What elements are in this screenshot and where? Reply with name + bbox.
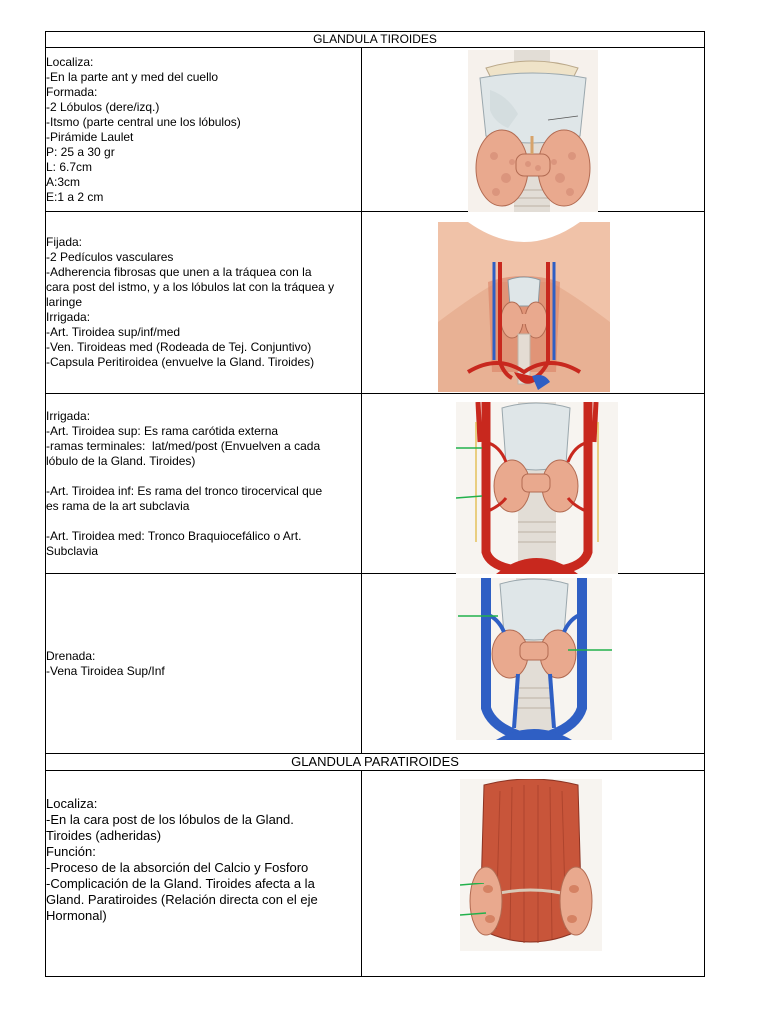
thyroid-location-text [46,48,362,212]
thyroid-irrigation-text [46,394,362,574]
blank-line [46,514,361,529]
text-line: -Vena Tiroidea Sup/Inf [46,663,165,678]
neck-vascular-illustration-cell [362,212,705,394]
parathyroid-posterior-illustration-cell [362,771,705,977]
thyroid-veins-illustration-cell [362,574,705,754]
blank-line [46,469,361,484]
text-line: -En la cara post de los lóbulos de la Gland. [46,811,294,827]
text-line: -ramas terminales: lat/med/post (Envuelven a cada [46,438,321,453]
parathyroid-section-title: GLANDULA PARATIROIDES [46,754,705,771]
text-line: -2 Pedículos vasculares [46,250,174,264]
text-line: E:1 a 2 cm [46,189,104,204]
text-line: -Itsmo (parte central une los lóbulos) [46,114,241,129]
text-line: -Art. Tiroidea inf: Es rama del tronco tirocervical que [46,483,323,498]
text-line: Drenada: [46,648,96,663]
pointer-lines [460,883,500,923]
parathyroid-posterior-illustration [460,779,602,951]
text-line: -Proceso de la absorción del Calcio y Fosforo [46,859,309,875]
text-line: -Art. Tiroidea med: Tronco Braquiocefálico o Art. [46,528,302,543]
thyroid-anterior-illustration-cell [362,48,705,212]
text-line: P: 25 a 30 gr [46,144,115,159]
parathyroid-description-text [46,771,362,977]
text-line: -Ven. Tiroideas med (Rodeada de Tej. Conjuntivo) [46,340,312,354]
text-line: Gland. Paratiroides (Relación directa con el eje [46,891,318,907]
text-line: -Capsula Peritiroidea (envuelve la Gland. Tiroides) [46,355,315,369]
text-line: laringe [46,295,83,309]
text-line: lóbulo de la Gland. Tiroides) [46,453,196,468]
text-line: Localiza: [46,795,98,811]
thyroid-parathyroid-table [45,31,705,977]
text-line: Función: [46,843,96,859]
text-line: L: 6.7cm [46,159,93,174]
pointer-lines [456,446,496,506]
text-line: Subclavia [46,543,99,558]
text-line: -Art. Tiroidea sup: Es rama carótida externa [46,423,279,438]
thyroid-fixation-text [46,212,362,394]
text-line: Localiza: [46,54,94,69]
text-line: -Complicación de la Gland. Tiroides afecta a la [46,875,315,891]
text-line: -Pirámide Laulet [46,129,134,144]
thyroid-section-title: GLANDULA TIROIDES [46,32,705,48]
text-line: Irrigada: [46,310,91,324]
thyroid-drainage-text [46,574,362,754]
text-line: -Art. Tiroidea sup/inf/med [46,325,181,339]
text-line: A:3cm [46,174,81,189]
text-line: -Adherencia fibrosas que unen a la tráquea con la [46,265,312,279]
thyroid-arteries-illustration-cell [362,394,705,574]
pointer-lines [456,614,616,654]
thyroid-veins-illustration [456,578,612,740]
text-line: es rama de la art subclavia [46,498,190,513]
text-line: -2 Lóbulos (dere/izq.) [46,99,160,114]
text-line: Irrigada: [46,408,91,423]
text-line: Formada: [46,84,98,99]
text-line: -En la parte ant y med del cuello [46,69,219,84]
thyroid-anterior-illustration [468,50,598,212]
text-line: Hormonal) [46,907,107,923]
text-line: Fijada: [46,235,83,249]
neck-vascular-illustration [438,222,610,392]
text-line: Tiroides (adheridas) [46,827,162,843]
text-line: cara post del istmo, y a los lóbulos lat con la tráquea y [46,280,335,294]
